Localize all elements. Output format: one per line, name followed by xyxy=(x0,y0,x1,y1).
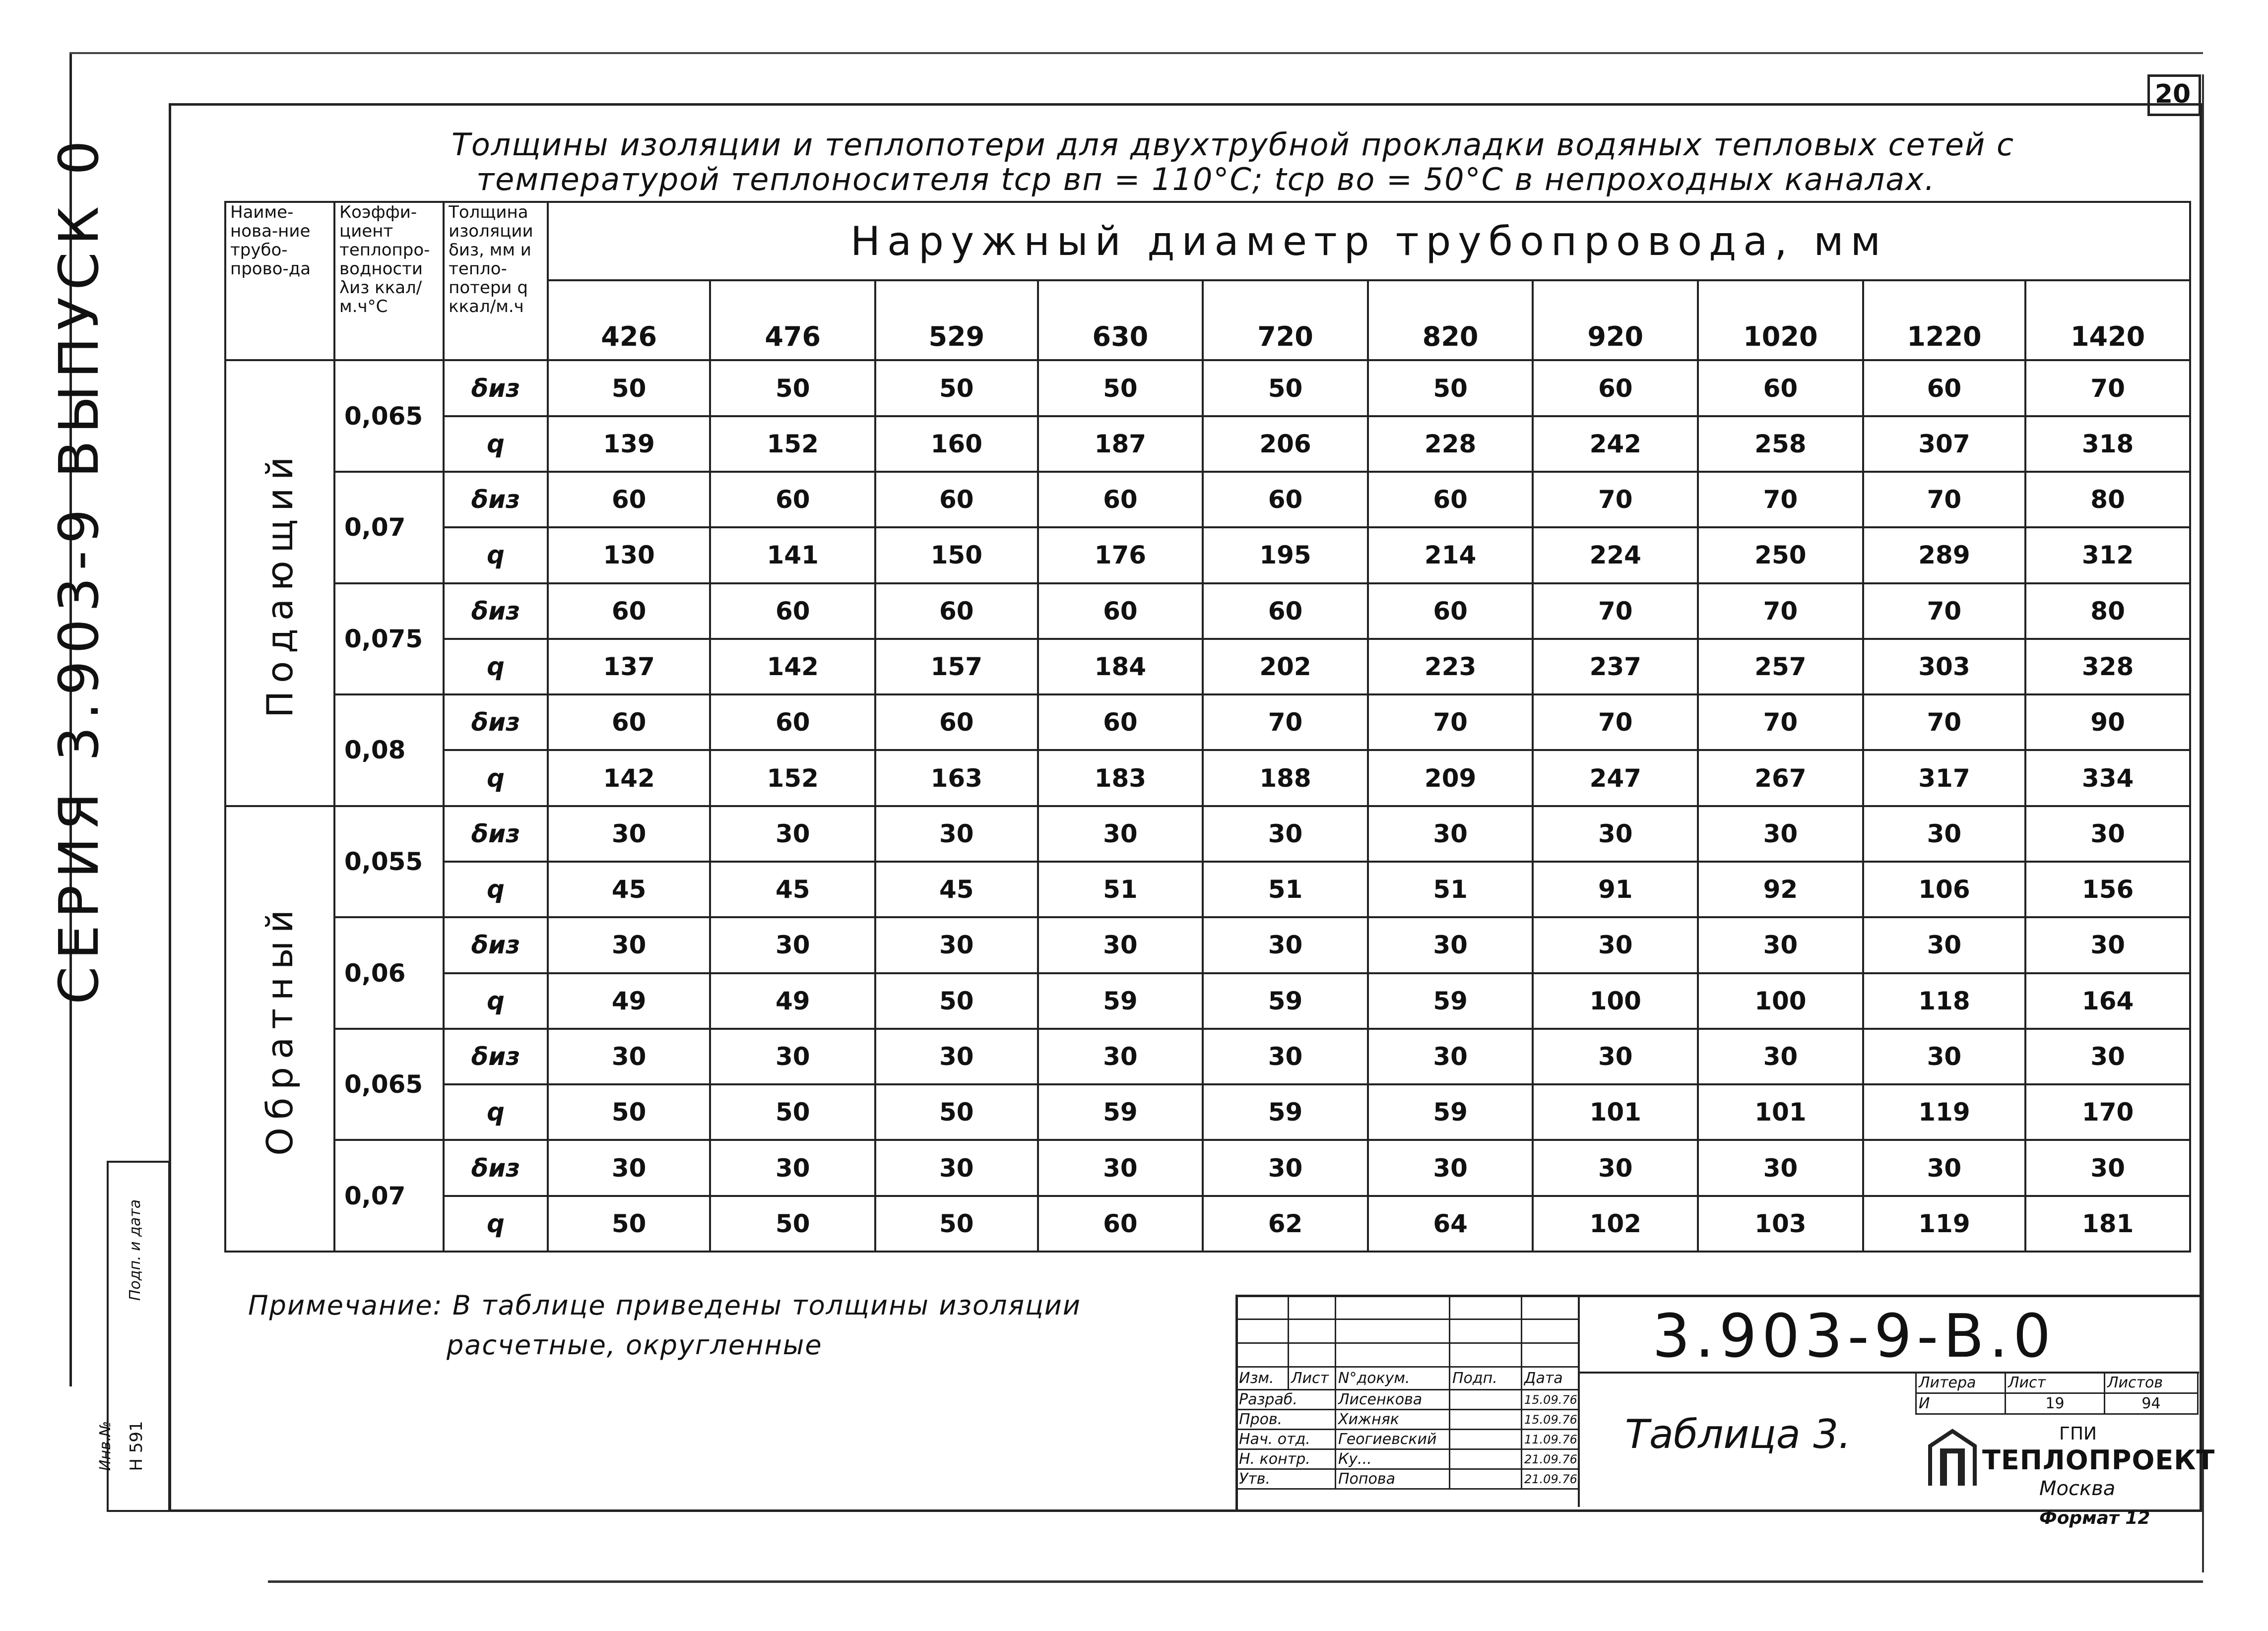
stamp-role: Утв. xyxy=(1236,1469,1336,1489)
stamp-date: 15.09.76 xyxy=(1522,1390,1579,1410)
stamp-row xyxy=(1236,1469,1579,1489)
stamp-row xyxy=(1236,1410,1579,1430)
stamp-role: Н. контр. xyxy=(1236,1449,1336,1469)
stamp-date: 11.09.76 xyxy=(1522,1430,1579,1449)
outer-frame-top-line xyxy=(69,52,2203,54)
heat-loss-value: 164 xyxy=(2025,973,2190,1029)
thickness-value: 30 xyxy=(1203,1029,1368,1084)
pipeline-group-label: Подающий xyxy=(259,448,301,718)
thickness-value: 30 xyxy=(1038,1140,1203,1195)
org-top: ГПИ xyxy=(2059,1424,2097,1444)
heat-loss-value: 224 xyxy=(1533,527,1698,583)
heat-loss-value: 45 xyxy=(875,862,1038,917)
thickness-value: 30 xyxy=(2025,1029,2190,1084)
sheet-number: 20 xyxy=(2154,79,2191,109)
thickness-value: 70 xyxy=(1698,583,1863,639)
diameter-header: 630 xyxy=(1038,280,1203,360)
heat-loss-value: 139 xyxy=(548,416,711,472)
stamp-person: Лисенкова xyxy=(1336,1390,1450,1410)
litera-value: И xyxy=(1916,1393,2006,1414)
heat-loss-value: 119 xyxy=(1863,1084,2026,1140)
heat-loss-value: 152 xyxy=(710,416,875,472)
thickness-value: 50 xyxy=(1203,360,1368,416)
stamp-person: Ку... xyxy=(1336,1449,1450,1469)
heat-loss-value: 257 xyxy=(1698,639,1863,694)
thickness-value: 60 xyxy=(710,694,875,750)
heat-loss-value: 59 xyxy=(1203,1084,1368,1140)
thickness-value: 90 xyxy=(2025,694,2190,750)
diameter-header: 1420 xyxy=(2025,280,2190,360)
header-name: Наиме-нова-ние трубо-прово-да xyxy=(225,202,334,360)
insulation-table xyxy=(224,201,2191,1253)
org-city: Москва xyxy=(2039,1477,2116,1500)
heat-loss-value: 59 xyxy=(1038,973,1203,1029)
thickness-value: 70 xyxy=(1863,472,2026,527)
table-row xyxy=(225,360,2190,416)
thickness-value: 30 xyxy=(2025,806,2190,862)
heat-loss-value: 214 xyxy=(1368,527,1533,583)
heat-loss-value: 59 xyxy=(1038,1084,1203,1140)
thickness-value: 70 xyxy=(1863,694,2026,750)
header-diameter-title: Наружный диаметр трубопровода, мм xyxy=(548,202,2190,280)
heat-loss-value: 50 xyxy=(548,1196,711,1252)
thickness-value: 30 xyxy=(548,1029,711,1084)
heat-loss-value: 141 xyxy=(710,527,875,583)
table-row xyxy=(225,472,2190,527)
thickness-value: 80 xyxy=(2025,583,2190,639)
thickness-value: 60 xyxy=(875,472,1038,527)
thickness-value: 30 xyxy=(710,917,875,973)
table-row xyxy=(225,806,2190,862)
thickness-value: 30 xyxy=(548,917,711,973)
thickness-value: 30 xyxy=(1863,1029,2026,1084)
stamp-head-cell: Лист xyxy=(1289,1367,1336,1390)
heat-loss-value: 50 xyxy=(875,973,1038,1029)
thickness-value: 30 xyxy=(1533,1029,1698,1084)
thickness-value: 60 xyxy=(1038,694,1203,750)
conductivity-cell: 0,07 xyxy=(334,472,444,583)
thickness-value: 30 xyxy=(1698,917,1863,973)
stamp-person: Геогиевский xyxy=(1336,1430,1450,1449)
param-loss: q xyxy=(444,1084,548,1140)
litera-label: Литера xyxy=(1916,1373,2006,1393)
heat-loss-value: 307 xyxy=(1863,416,2026,472)
param-thickness: δиз xyxy=(444,583,548,639)
heat-loss-value: 59 xyxy=(1203,973,1368,1029)
stamp-person: Хижняк xyxy=(1336,1410,1450,1430)
thickness-value: 80 xyxy=(2025,472,2190,527)
heat-loss-value: 157 xyxy=(875,639,1038,694)
heat-loss-value: 170 xyxy=(2025,1084,2190,1140)
heat-loss-value: 247 xyxy=(1533,750,1698,806)
heat-loss-value: 101 xyxy=(1698,1084,1863,1140)
sheet-label: Лист xyxy=(2006,1373,2105,1393)
thickness-value: 30 xyxy=(875,1029,1038,1084)
stamp-table-title: Таблица 3. xyxy=(1625,1411,1851,1457)
diameter-header: 476 xyxy=(710,280,875,360)
heat-loss-value: 242 xyxy=(1533,416,1698,472)
conductivity-cell: 0,075 xyxy=(334,583,444,695)
heat-loss-value: 50 xyxy=(875,1196,1038,1252)
thickness-value: 30 xyxy=(1533,806,1698,862)
param-loss: q xyxy=(444,527,548,583)
table-row xyxy=(225,639,2190,694)
thickness-value: 60 xyxy=(710,583,875,639)
thickness-value: 70 xyxy=(1698,472,1863,527)
thickness-value: 30 xyxy=(1863,1140,2026,1195)
stamp-person: Попова xyxy=(1336,1469,1450,1489)
thickness-value: 60 xyxy=(1698,360,1863,416)
diameter-header: 720 xyxy=(1203,280,1368,360)
param-thickness: δиз xyxy=(444,472,548,527)
heat-loss-value: 328 xyxy=(2025,639,2190,694)
sheets-value: 94 xyxy=(2105,1393,2198,1414)
heat-loss-value: 130 xyxy=(548,527,711,583)
thickness-value: 60 xyxy=(1368,472,1533,527)
heat-loss-value: 206 xyxy=(1203,416,1368,472)
heat-loss-value: 160 xyxy=(875,416,1038,472)
thickness-value: 30 xyxy=(1038,917,1203,973)
heat-loss-value: 142 xyxy=(710,639,875,694)
heat-loss-value: 103 xyxy=(1698,1196,1863,1252)
stamp-head-cell: Дата xyxy=(1522,1367,1579,1390)
heat-loss-value: 92 xyxy=(1698,862,1863,917)
param-thickness: δиз xyxy=(444,360,548,416)
heat-loss-value: 50 xyxy=(875,1084,1038,1140)
format-label: Формат 12 xyxy=(2039,1508,2150,1528)
stamp-date: 21.09.76 xyxy=(1522,1469,1579,1489)
thickness-value: 30 xyxy=(1368,806,1533,862)
thickness-value: 50 xyxy=(1368,360,1533,416)
heat-loss-value: 202 xyxy=(1203,639,1368,694)
diameter-header: 920 xyxy=(1533,280,1698,360)
thickness-value: 30 xyxy=(1203,806,1368,862)
stamp-date: 21.09.76 xyxy=(1522,1449,1579,1469)
heat-loss-value: 258 xyxy=(1698,416,1863,472)
thickness-value: 30 xyxy=(1698,1140,1863,1195)
thickness-value: 70 xyxy=(2025,360,2190,416)
heat-loss-value: 152 xyxy=(710,750,875,806)
heat-loss-value: 312 xyxy=(2025,527,2190,583)
heat-loss-value: 64 xyxy=(1368,1196,1533,1252)
heat-loss-value: 50 xyxy=(710,1196,875,1252)
heat-loss-value: 163 xyxy=(875,750,1038,806)
stamp-head-cell: Изм. xyxy=(1236,1367,1289,1390)
thickness-value: 30 xyxy=(548,806,711,862)
table-row xyxy=(225,750,2190,806)
param-thickness: δиз xyxy=(444,806,548,862)
param-thickness: δиз xyxy=(444,917,548,973)
thickness-value: 60 xyxy=(710,472,875,527)
param-thickness: δиз xyxy=(444,1140,548,1195)
outer-frame-bottom-line xyxy=(268,1580,2203,1583)
thickness-value: 30 xyxy=(875,917,1038,973)
thickness-value: 70 xyxy=(1533,694,1698,750)
heat-loss-value: 223 xyxy=(1368,639,1533,694)
heat-loss-value: 102 xyxy=(1533,1196,1698,1252)
table-row xyxy=(225,583,2190,639)
table-row xyxy=(225,1029,2190,1084)
thickness-value: 30 xyxy=(1368,1140,1533,1195)
diameter-header: 426 xyxy=(548,280,711,360)
stamp-sheet-table xyxy=(1915,1372,2199,1415)
thickness-value: 30 xyxy=(1203,917,1368,973)
thickness-value: 70 xyxy=(1698,694,1863,750)
diameter-header: 1220 xyxy=(1863,280,2026,360)
org-name: ТЕПЛОПРОЕКТ xyxy=(1982,1444,2215,1476)
thickness-value: 70 xyxy=(1203,694,1368,750)
stamp-role: Пров. xyxy=(1236,1410,1336,1430)
conductivity-cell: 0,06 xyxy=(334,917,444,1029)
heat-loss-value: 142 xyxy=(548,750,711,806)
conductivity-cell: 0,065 xyxy=(334,360,444,472)
thickness-value: 30 xyxy=(1863,917,2026,973)
thickness-value: 70 xyxy=(1368,694,1533,750)
thickness-value: 30 xyxy=(710,806,875,862)
thickness-value: 60 xyxy=(1368,583,1533,639)
param-loss: q xyxy=(444,639,548,694)
heat-loss-value: 150 xyxy=(875,527,1038,583)
thickness-value: 70 xyxy=(1533,583,1698,639)
thickness-value: 60 xyxy=(548,583,711,639)
stamp-signature xyxy=(1450,1390,1522,1410)
heat-loss-value: 100 xyxy=(1698,973,1863,1029)
heat-loss-value: 50 xyxy=(548,1084,711,1140)
table-row xyxy=(225,917,2190,973)
heat-loss-value: 183 xyxy=(1038,750,1203,806)
heat-loss-value: 106 xyxy=(1863,862,2026,917)
table-row xyxy=(225,1140,2190,1195)
table-title-line2: температурой теплоносителя tср вп = 110°С; tср во = 50°С в непроходных каналах. xyxy=(476,161,1936,197)
thickness-value: 30 xyxy=(1038,806,1203,862)
thickness-value: 30 xyxy=(1698,1029,1863,1084)
thickness-value: 30 xyxy=(1368,917,1533,973)
stamp-signature xyxy=(1450,1469,1522,1489)
table-row xyxy=(225,862,2190,917)
heat-loss-value: 176 xyxy=(1038,527,1203,583)
thickness-value: 60 xyxy=(875,583,1038,639)
heat-loss-value: 49 xyxy=(710,973,875,1029)
outer-frame-right-line xyxy=(2202,74,2204,1572)
heat-loss-value: 188 xyxy=(1203,750,1368,806)
heat-loss-value: 195 xyxy=(1203,527,1368,583)
conductivity-cell: 0,08 xyxy=(334,694,444,806)
thickness-value: 60 xyxy=(548,472,711,527)
stamp-head-cell: Подп. xyxy=(1450,1367,1522,1390)
heat-loss-value: 267 xyxy=(1698,750,1863,806)
stamp-row xyxy=(1236,1430,1579,1449)
thickness-value: 30 xyxy=(1368,1029,1533,1084)
param-loss: q xyxy=(444,1196,548,1252)
table-row xyxy=(225,1196,2190,1252)
param-thickness: δиз xyxy=(444,694,548,750)
heat-loss-value: 289 xyxy=(1863,527,2026,583)
heat-loss-value: 60 xyxy=(1038,1196,1203,1252)
note-line2: расчетные, округленные xyxy=(447,1329,823,1361)
heat-loss-value: 303 xyxy=(1863,639,2026,694)
conductivity-cell: 0,07 xyxy=(334,1140,444,1252)
heat-loss-value: 137 xyxy=(548,639,711,694)
heat-loss-value: 101 xyxy=(1533,1084,1698,1140)
thickness-value: 60 xyxy=(1863,360,2026,416)
thickness-value: 70 xyxy=(1863,583,2026,639)
stamp-date: 15.09.76 xyxy=(1522,1410,1579,1430)
table-row xyxy=(225,973,2190,1029)
heat-loss-value: 51 xyxy=(1368,862,1533,917)
thickness-value: 60 xyxy=(1533,360,1698,416)
heat-loss-value: 100 xyxy=(1533,973,1698,1029)
table-title-line1: Толщины изоляции и теплопотери для двухтрубной прокладки водяных тепловых сетей с xyxy=(452,126,2015,163)
heat-loss-value: 45 xyxy=(548,862,711,917)
table-row xyxy=(225,694,2190,750)
heat-loss-value: 59 xyxy=(1368,1084,1533,1140)
thickness-value: 30 xyxy=(1203,1140,1368,1195)
table-row xyxy=(225,416,2190,472)
heat-loss-value: 181 xyxy=(2025,1196,2190,1252)
diameter-header: 820 xyxy=(1368,280,1533,360)
param-loss: q xyxy=(444,973,548,1029)
heat-loss-value: 156 xyxy=(2025,862,2190,917)
thickness-value: 30 xyxy=(875,1140,1038,1195)
thickness-value: 30 xyxy=(548,1140,711,1195)
thickness-value: 30 xyxy=(1863,806,2026,862)
heat-loss-value: 45 xyxy=(710,862,875,917)
thickness-value: 30 xyxy=(1533,917,1698,973)
thickness-value: 30 xyxy=(710,1029,875,1084)
thickness-value: 30 xyxy=(1533,1140,1698,1195)
org-logo-icon xyxy=(1925,1426,1980,1491)
document-code: 3.903-9-В.0 xyxy=(1652,1302,2056,1371)
thickness-value: 60 xyxy=(875,694,1038,750)
sheets-label: Листов xyxy=(2105,1373,2198,1393)
thickness-value: 30 xyxy=(2025,917,2190,973)
thickness-value: 50 xyxy=(710,360,875,416)
side-inv-label: Инв.№ xyxy=(97,1421,114,1471)
thickness-value: 60 xyxy=(1203,583,1368,639)
param-loss: q xyxy=(444,862,548,917)
side-sign-label: Подп. и дата xyxy=(127,1199,144,1301)
thickness-value: 50 xyxy=(1038,360,1203,416)
conductivity-cell: 0,065 xyxy=(334,1029,444,1140)
thickness-value: 30 xyxy=(1698,806,1863,862)
thickness-value: 60 xyxy=(1038,583,1203,639)
heat-loss-value: 184 xyxy=(1038,639,1203,694)
stamp-head-cell: N°докум. xyxy=(1336,1367,1450,1390)
param-thickness: δиз xyxy=(444,1029,548,1084)
heat-loss-value: 62 xyxy=(1203,1196,1368,1252)
sheet-value: 19 xyxy=(2006,1393,2105,1414)
conductivity-cell: 0,055 xyxy=(334,806,444,918)
stamp-signature xyxy=(1450,1430,1522,1449)
thickness-value: 60 xyxy=(1203,472,1368,527)
heat-loss-value: 91 xyxy=(1533,862,1698,917)
stamp-role: Разраб. xyxy=(1236,1390,1336,1410)
pipeline-group-cell xyxy=(225,360,334,806)
table-row xyxy=(225,527,2190,583)
table-row xyxy=(225,1084,2190,1140)
pipeline-group-label: Обратный xyxy=(259,902,301,1156)
heat-loss-value: 318 xyxy=(2025,416,2190,472)
thickness-value: 30 xyxy=(710,1140,875,1195)
heat-loss-value: 237 xyxy=(1533,639,1698,694)
heat-loss-value: 119 xyxy=(1863,1196,2026,1252)
diameter-header: 1020 xyxy=(1698,280,1863,360)
thickness-value: 70 xyxy=(1533,472,1698,527)
param-loss: q xyxy=(444,416,548,472)
thickness-value: 30 xyxy=(2025,1140,2190,1195)
param-loss: q xyxy=(444,750,548,806)
thickness-value: 60 xyxy=(548,694,711,750)
heat-loss-value: 59 xyxy=(1368,973,1533,1029)
heat-loss-value: 187 xyxy=(1038,416,1203,472)
stamp-role: Нач. отд. xyxy=(1236,1430,1336,1449)
stamp-signature-table xyxy=(1235,1295,1579,1490)
thickness-value: 30 xyxy=(1038,1029,1203,1084)
heat-loss-value: 317 xyxy=(1863,750,2026,806)
stamp-row xyxy=(1236,1390,1579,1410)
heat-loss-value: 209 xyxy=(1368,750,1533,806)
heat-loss-value: 51 xyxy=(1038,862,1203,917)
stamp-row xyxy=(1236,1449,1579,1469)
stamp-signature xyxy=(1450,1410,1522,1430)
heat-loss-value: 49 xyxy=(548,973,711,1029)
heat-loss-value: 334 xyxy=(2025,750,2190,806)
thickness-value: 50 xyxy=(875,360,1038,416)
series-side-label: СЕРИЯ 3.903-9 ВЫПУСК 0 xyxy=(47,133,111,1004)
heat-loss-value: 118 xyxy=(1863,973,2026,1029)
heat-loss-value: 50 xyxy=(710,1084,875,1140)
thickness-value: 50 xyxy=(548,360,711,416)
header-coef: Коэффи-циент теплопро-водности λиз ккал/м.ч°С xyxy=(334,202,444,360)
side-inv-value: Н 591 xyxy=(127,1421,146,1471)
heat-loss-value: 51 xyxy=(1203,862,1368,917)
heat-loss-value: 250 xyxy=(1698,527,1863,583)
pipeline-group-cell xyxy=(225,806,334,1252)
note-line1: Примечание: В таблице приведены толщины изоляции xyxy=(248,1290,1081,1321)
stamp-signature xyxy=(1450,1449,1522,1469)
diameter-header: 529 xyxy=(875,280,1038,360)
heat-loss-value: 228 xyxy=(1368,416,1533,472)
header-thickness: Толщина изоляции δиз, мм и тепло-потери q ккал/м.ч xyxy=(444,202,548,360)
thickness-value: 60 xyxy=(1038,472,1203,527)
thickness-value: 30 xyxy=(875,806,1038,862)
